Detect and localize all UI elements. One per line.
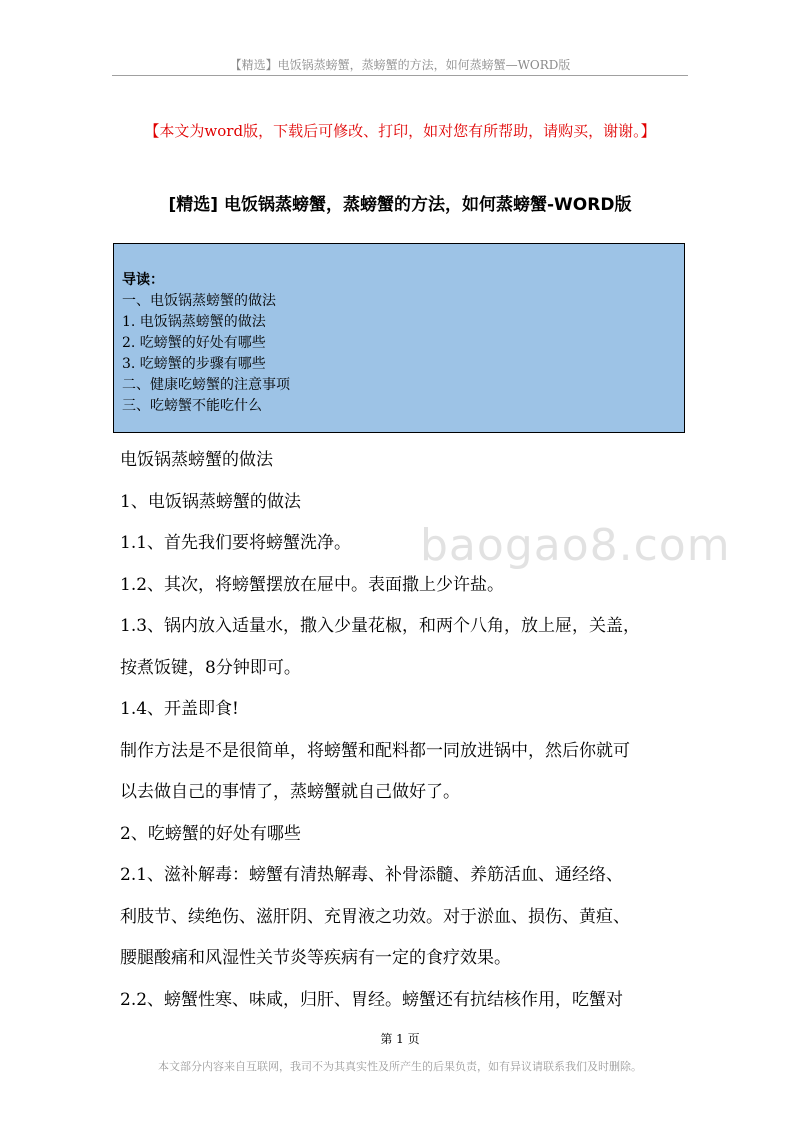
- guide-label: 导读：: [122, 272, 164, 288]
- guide-item: 三、吃螃蟹不能吃什么: [122, 398, 262, 414]
- guide-box: [113, 243, 685, 433]
- body-line: 以去做自己的事情了，蒸螃蟹就自己做好了。: [120, 782, 460, 802]
- guide-item: 二、健康吃螃蟹的注意事项: [122, 377, 290, 393]
- subsection-heading: 2、吃螃蟹的好处有哪些: [120, 823, 301, 844]
- body-line: 按煮饭键，8分钟即可。: [120, 657, 301, 678]
- body-line: 腰腿酸痛和风湿性关节炎等疾病有一定的食疗效果。: [120, 948, 511, 968]
- body-line: 2.2、螃蟹性寒、味咸，归肝、胃经。螃蟹还有抗结核作用，吃蟹对: [120, 989, 624, 1010]
- body-line: 1.1、首先我们要将螃蟹洗净。: [120, 533, 352, 553]
- guide-item: 一、电饭锅蒸螃蟹的做法: [122, 293, 276, 309]
- body-line: 利肢节、续绝伤、滋肝阴、充胃液之功效。对于淤血、损伤、黄疸、: [120, 906, 630, 927]
- body-line: 2.1、滋补解毒：螃蟹有清热解毒、补骨添髓、养筋活血、通经络、: [120, 865, 624, 885]
- guide-item: 1. 电饭锅蒸螃蟹的做法: [122, 314, 266, 330]
- body-line: 1.4、开盖即食!: [120, 699, 239, 719]
- header-divider: [112, 75, 688, 76]
- subsection-heading: 1、电饭锅蒸螃蟹的做法: [120, 491, 301, 512]
- body-line: 1.2、其次，将螃蟹摆放在屉中。表面撒上少许盐。: [120, 574, 505, 595]
- page-number: 第 1 页: [380, 1032, 420, 1046]
- page-footer: 本文部分内容来自互联网，我司不为其真实性及所产生的后果负责，如有异议请联系我们及时删除。: [158, 1060, 642, 1073]
- guide-item: 2. 吃螃蟹的好处有哪些: [122, 335, 266, 351]
- body-line: 1.3、锅内放入适量水，撒入少量花椒，和两个八角，放上屉，关盖，: [120, 616, 641, 636]
- download-notice: 【本文为word版，下载后可修改、打印，如对您有所帮助，请购买，谢谢。】: [144, 122, 656, 140]
- page-header: 【精选】电饭锅蒸螃蟹，蒸螃蟹的方法，如何蒸螃蟹—WORD版: [229, 58, 571, 72]
- guide-item: 3. 吃螃蟹的步骤有哪些: [122, 356, 266, 372]
- section-heading: 电饭锅蒸螃蟹的做法: [120, 450, 273, 470]
- document-title: [精选] 电饭锅蒸螃蟹，蒸螃蟹的方法，如何蒸螃蟹-WORD版: [168, 195, 632, 215]
- watermark: baogao8.com: [420, 520, 731, 571]
- body-line: 制作方法是不是很简单，将螃蟹和配料都一同放进锅中，然后你就可: [120, 740, 630, 761]
